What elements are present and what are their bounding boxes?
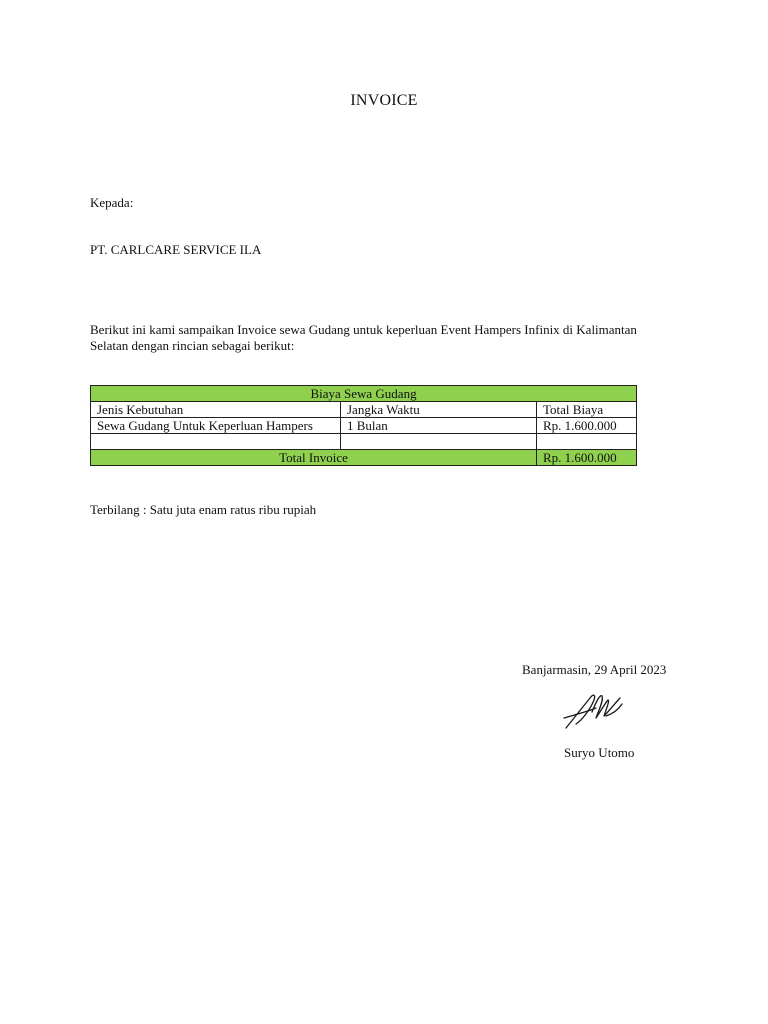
- signer-name: Suryo Utomo: [564, 745, 635, 760]
- table-row: [91, 434, 637, 450]
- column-header: Total Biaya: [537, 402, 637, 418]
- invoice-title: INVOICE: [350, 92, 418, 109]
- column-header: Jenis Kebutuhan: [91, 402, 341, 418]
- place-date: Banjarmasin, 29 April 2023: [522, 662, 667, 677]
- total-value: Rp. 1.600.000: [537, 450, 637, 466]
- table-cell: [91, 434, 341, 450]
- column-header: Jangka Waktu: [341, 402, 537, 418]
- table-cell: 1 Bulan: [341, 418, 537, 434]
- table-column-row: [91, 402, 637, 418]
- to-label: Kepada:: [90, 195, 134, 210]
- signature-image: [560, 688, 640, 734]
- recipient-name: PT. CARLCARE SERVICE ILA: [90, 242, 262, 257]
- table-cell: Rp. 1.600.000: [537, 418, 637, 434]
- table-cell: [537, 434, 637, 450]
- table-header: Biaya Sewa Gudang: [91, 386, 637, 402]
- amount-in-words: Terbilang : Satu juta enam ratus ribu rupiah: [90, 502, 317, 517]
- table-cell: Sewa Gudang Untuk Keperluan Hampers: [91, 418, 341, 434]
- table-cell: [341, 434, 537, 450]
- intro-paragraph: Berikut ini kami sampaikan Invoice sewa Gudang untuk keperluan Event Hampers Infinix di Kalimantan Selatan dengan rincian sebagai berikut:: [90, 322, 637, 353]
- invoice-table: [90, 385, 637, 466]
- table-header-row: [91, 386, 637, 402]
- table-row: [91, 418, 637, 434]
- total-label: Total Invoice: [91, 450, 537, 466]
- table-total-row: [91, 450, 637, 466]
